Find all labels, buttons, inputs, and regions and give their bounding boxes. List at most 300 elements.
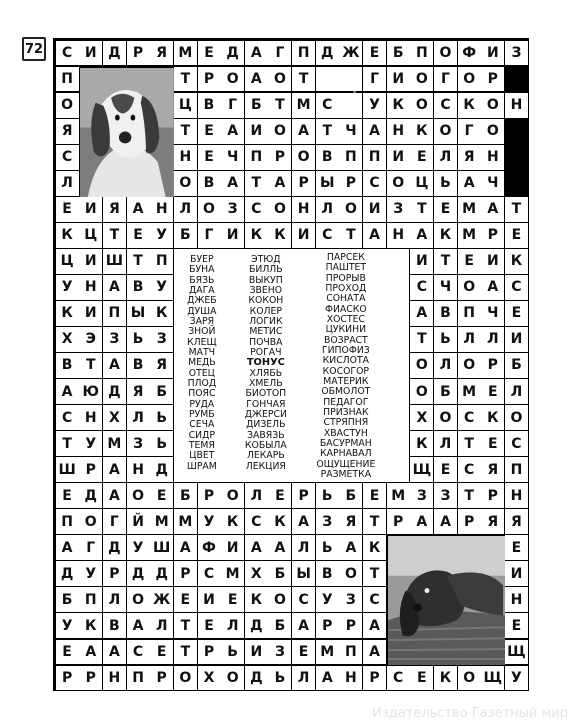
grid-cell[interactable]: К: [150, 301, 173, 326]
grid-cell[interactable]: Л: [458, 327, 481, 352]
grid-cell[interactable]: Я: [481, 509, 504, 534]
grid-cell[interactable]: И: [198, 587, 221, 612]
grid-cell[interactable]: Л: [56, 171, 79, 196]
grid-cell[interactable]: Н: [387, 223, 410, 248]
grid-cell[interactable]: Я: [150, 353, 173, 378]
grid-cell[interactable]: Е: [434, 457, 457, 482]
grid-cell[interactable]: Ч: [481, 301, 504, 326]
grid-cell[interactable]: Ч: [434, 275, 457, 300]
grid-cell[interactable]: А: [103, 457, 126, 482]
grid-cell[interactable]: О: [127, 587, 150, 612]
grid-cell[interactable]: Ь: [150, 405, 173, 430]
grid-cell[interactable]: Щ: [481, 666, 504, 691]
blank-cell[interactable]: [316, 67, 339, 92]
grid-cell[interactable]: Ш: [56, 457, 79, 482]
grid-cell[interactable]: К: [221, 509, 244, 534]
grid-cell[interactable]: И: [79, 301, 102, 326]
grid-cell[interactable]: У: [79, 561, 102, 586]
grid-cell[interactable]: А: [410, 301, 433, 326]
grid-cell[interactable]: К: [56, 301, 79, 326]
grid-cell[interactable]: Р: [79, 666, 102, 691]
grid-cell[interactable]: Г: [268, 41, 291, 66]
grid-cell[interactable]: Б: [174, 483, 197, 508]
grid-cell[interactable]: М: [150, 509, 173, 534]
grid-cell[interactable]: С: [316, 93, 339, 118]
grid-cell[interactable]: О: [221, 67, 244, 92]
grid-cell[interactable]: У: [198, 509, 221, 534]
grid-cell[interactable]: У: [127, 535, 150, 560]
grid-cell[interactable]: Т: [174, 613, 197, 638]
grid-cell[interactable]: П: [56, 509, 79, 534]
blank-cell[interactable]: [339, 93, 362, 118]
grid-cell[interactable]: А: [103, 640, 126, 665]
grid-cell[interactable]: Г: [458, 119, 481, 144]
grid-cell[interactable]: П: [458, 301, 481, 326]
grid-cell[interactable]: Ш: [103, 249, 126, 274]
grid-cell[interactable]: Я: [339, 509, 362, 534]
grid-cell[interactable]: Г: [221, 93, 244, 118]
grid-cell[interactable]: К: [79, 613, 102, 638]
grid-cell[interactable]: О: [481, 119, 504, 144]
grid-cell[interactable]: З: [127, 431, 150, 456]
grid-cell[interactable]: О: [79, 509, 102, 534]
grid-cell[interactable]: А: [434, 509, 457, 534]
grid-cell[interactable]: А: [103, 483, 126, 508]
grid-cell[interactable]: Р: [103, 561, 126, 586]
grid-cell[interactable]: О: [458, 666, 481, 691]
grid-cell[interactable]: И: [221, 535, 244, 560]
grid-cell[interactable]: Э: [79, 327, 102, 352]
grid-cell[interactable]: Ы: [127, 301, 150, 326]
grid-cell[interactable]: К: [268, 509, 291, 534]
grid-cell[interactable]: Л: [150, 613, 173, 638]
grid-cell[interactable]: Р: [458, 509, 481, 534]
grid-cell[interactable]: М: [458, 223, 481, 248]
grid-cell[interactable]: С: [434, 93, 457, 118]
grid-cell[interactable]: Р: [79, 457, 102, 482]
grid-cell[interactable]: Я: [56, 119, 79, 144]
grid-cell[interactable]: З: [410, 483, 433, 508]
grid-cell[interactable]: Е: [127, 223, 150, 248]
grid-cell[interactable]: М: [103, 431, 126, 456]
grid-cell[interactable]: О: [410, 379, 433, 404]
grid-cell[interactable]: М: [316, 640, 339, 665]
grid-cell[interactable]: Н: [505, 93, 528, 118]
grid-cell[interactable]: П: [363, 145, 386, 170]
grid-cell[interactable]: Т: [174, 119, 197, 144]
grid-cell[interactable]: М: [387, 483, 410, 508]
grid-cell[interactable]: Л: [434, 145, 457, 170]
grid-cell[interactable]: В: [127, 353, 150, 378]
grid-cell[interactable]: Р: [292, 171, 315, 196]
grid-cell[interactable]: А: [292, 509, 315, 534]
grid-cell[interactable]: Л: [292, 666, 315, 691]
grid-cell[interactable]: З: [268, 640, 291, 665]
grid-cell[interactable]: О: [198, 197, 221, 222]
grid-cell[interactable]: И: [387, 67, 410, 92]
grid-cell[interactable]: Е: [505, 301, 528, 326]
grid-cell[interactable]: Л: [481, 327, 504, 352]
grid-cell[interactable]: Ь: [127, 327, 150, 352]
grid-cell[interactable]: Н: [339, 666, 362, 691]
grid-cell[interactable]: К: [56, 223, 79, 248]
grid-cell[interactable]: Ц: [79, 223, 102, 248]
grid-cell[interactable]: Т: [245, 171, 268, 196]
grid-cell[interactable]: Д: [103, 379, 126, 404]
grid-cell[interactable]: Д: [56, 561, 79, 586]
grid-cell[interactable]: З: [316, 509, 339, 534]
grid-cell[interactable]: А: [221, 119, 244, 144]
grid-cell[interactable]: О: [268, 587, 291, 612]
grid-cell[interactable]: Р: [481, 223, 504, 248]
grid-cell[interactable]: А: [410, 509, 433, 534]
grid-cell[interactable]: Ц: [174, 93, 197, 118]
grid-cell[interactable]: П: [127, 666, 150, 691]
grid-cell[interactable]: А: [363, 223, 386, 248]
grid-cell[interactable]: А: [56, 379, 79, 404]
grid-cell[interactable]: Р: [198, 67, 221, 92]
grid-cell[interactable]: М: [292, 93, 315, 118]
grid-cell[interactable]: А: [339, 535, 362, 560]
grid-cell[interactable]: М: [458, 197, 481, 222]
grid-cell[interactable]: М: [174, 41, 197, 66]
grid-cell[interactable]: Р: [316, 613, 339, 638]
grid-cell[interactable]: Е: [174, 587, 197, 612]
grid-cell[interactable]: Г: [363, 67, 386, 92]
grid-cell[interactable]: Д: [245, 666, 268, 691]
grid-cell[interactable]: Р: [198, 483, 221, 508]
grid-cell[interactable]: Р: [363, 666, 386, 691]
grid-cell[interactable]: П: [505, 457, 528, 482]
grid-cell[interactable]: Я: [127, 379, 150, 404]
grid-cell[interactable]: Е: [505, 613, 528, 638]
grid-cell[interactable]: М: [174, 509, 197, 534]
grid-cell[interactable]: Е: [150, 640, 173, 665]
grid-cell[interactable]: У: [56, 613, 79, 638]
grid-cell[interactable]: Е: [505, 535, 528, 560]
grid-cell[interactable]: Е: [481, 431, 504, 456]
grid-cell[interactable]: Я: [481, 457, 504, 482]
grid-cell[interactable]: Д: [221, 41, 244, 66]
grid-cell[interactable]: Ц: [410, 171, 433, 196]
grid-cell[interactable]: С: [387, 666, 410, 691]
grid-cell[interactable]: У: [56, 275, 79, 300]
grid-cell[interactable]: Т: [363, 561, 386, 586]
grid-cell[interactable]: Р: [339, 613, 362, 638]
grid-cell[interactable]: Г: [198, 223, 221, 248]
grid-cell[interactable]: З: [150, 327, 173, 352]
grid-cell[interactable]: Ш: [150, 535, 173, 560]
grid-cell[interactable]: Е: [198, 119, 221, 144]
grid-cell[interactable]: Т: [292, 67, 315, 92]
grid-cell[interactable]: Л: [316, 197, 339, 222]
grid-cell[interactable]: А: [103, 353, 126, 378]
grid-cell[interactable]: Е: [458, 249, 481, 274]
grid-cell[interactable]: О: [410, 67, 433, 92]
grid-cell[interactable]: И: [387, 145, 410, 170]
grid-cell[interactable]: Б: [150, 379, 173, 404]
grid-cell[interactable]: Ц: [56, 249, 79, 274]
grid-cell[interactable]: У: [316, 587, 339, 612]
grid-cell[interactable]: Х: [198, 666, 221, 691]
grid-cell[interactable]: А: [245, 67, 268, 92]
grid-cell[interactable]: С: [316, 223, 339, 248]
grid-cell[interactable]: Л: [245, 483, 268, 508]
grid-cell[interactable]: З: [505, 41, 528, 66]
grid-cell[interactable]: И: [481, 249, 504, 274]
grid-cell[interactable]: Р: [150, 666, 173, 691]
grid-cell[interactable]: М: [221, 561, 244, 586]
grid-cell[interactable]: О: [339, 561, 362, 586]
grid-cell[interactable]: А: [481, 275, 504, 300]
grid-cell[interactable]: П: [56, 67, 79, 92]
grid-cell[interactable]: Н: [127, 457, 150, 482]
grid-cell[interactable]: В: [56, 353, 79, 378]
grid-cell[interactable]: Р: [387, 509, 410, 534]
grid-cell[interactable]: О: [481, 93, 504, 118]
grid-cell[interactable]: Р: [127, 41, 150, 66]
grid-cell[interactable]: С: [198, 561, 221, 586]
grid-cell[interactable]: К: [481, 405, 504, 430]
grid-cell[interactable]: К: [505, 249, 528, 274]
grid-cell[interactable]: Т: [316, 119, 339, 144]
grid-cell[interactable]: Л: [292, 535, 315, 560]
grid-cell[interactable]: Ж: [150, 587, 173, 612]
grid-cell[interactable]: Ь: [221, 640, 244, 665]
grid-cell[interactable]: Е: [505, 223, 528, 248]
grid-cell[interactable]: Ь: [316, 535, 339, 560]
grid-cell[interactable]: К: [458, 93, 481, 118]
grid-cell[interactable]: А: [79, 640, 102, 665]
grid-cell[interactable]: Л: [434, 431, 457, 456]
grid-cell[interactable]: С: [127, 640, 150, 665]
grid-cell[interactable]: А: [245, 41, 268, 66]
grid-cell[interactable]: Е: [363, 41, 386, 66]
grid-cell[interactable]: А: [268, 535, 291, 560]
grid-cell[interactable]: В: [316, 145, 339, 170]
grid-cell[interactable]: И: [79, 197, 102, 222]
grid-cell[interactable]: Т: [79, 353, 102, 378]
grid-cell[interactable]: О: [221, 483, 244, 508]
grid-cell[interactable]: З: [339, 587, 362, 612]
grid-cell[interactable]: И: [505, 327, 528, 352]
grid-cell[interactable]: Р: [481, 67, 504, 92]
grid-cell[interactable]: Р: [339, 171, 362, 196]
grid-cell[interactable]: Х: [56, 327, 79, 352]
grid-cell[interactable]: Б: [268, 561, 291, 586]
grid-cell[interactable]: Е: [56, 640, 79, 665]
grid-cell[interactable]: Щ: [410, 457, 433, 482]
grid-cell[interactable]: Б: [56, 587, 79, 612]
grid-cell[interactable]: Ч: [481, 171, 504, 196]
grid-cell[interactable]: Л: [505, 379, 528, 404]
grid-cell[interactable]: Р: [481, 353, 504, 378]
grid-cell[interactable]: О: [268, 67, 291, 92]
grid-cell[interactable]: И: [79, 41, 102, 66]
grid-cell[interactable]: О: [268, 197, 291, 222]
grid-cell[interactable]: Ь: [434, 171, 457, 196]
grid-cell[interactable]: Е: [410, 666, 433, 691]
grid-cell[interactable]: Д: [103, 41, 126, 66]
grid-cell[interactable]: Д: [150, 457, 173, 482]
grid-cell[interactable]: Е: [410, 145, 433, 170]
grid-cell[interactable]: О: [56, 93, 79, 118]
grid-cell[interactable]: Т: [458, 483, 481, 508]
grid-cell[interactable]: Р: [56, 666, 79, 691]
grid-cell[interactable]: С: [245, 197, 268, 222]
grid-cell[interactable]: Н: [150, 197, 173, 222]
grid-cell[interactable]: Я: [103, 197, 126, 222]
grid-cell[interactable]: Л: [127, 405, 150, 430]
grid-cell[interactable]: Т: [410, 197, 433, 222]
grid-cell[interactable]: Л: [103, 587, 126, 612]
grid-cell[interactable]: О: [458, 275, 481, 300]
grid-cell[interactable]: У: [150, 223, 173, 248]
grid-cell[interactable]: О: [339, 197, 362, 222]
grid-cell[interactable]: О: [458, 67, 481, 92]
grid-cell[interactable]: И: [221, 223, 244, 248]
grid-cell[interactable]: В: [127, 275, 150, 300]
grid-cell[interactable]: Е: [198, 613, 221, 638]
grid-cell[interactable]: З: [221, 197, 244, 222]
grid-cell[interactable]: И: [505, 561, 528, 586]
grid-cell[interactable]: Ф: [458, 41, 481, 66]
grid-cell[interactable]: Б: [434, 379, 457, 404]
grid-cell[interactable]: Б: [339, 483, 362, 508]
grid-cell[interactable]: П: [150, 249, 173, 274]
grid-cell[interactable]: Б: [174, 223, 197, 248]
grid-cell[interactable]: А: [127, 197, 150, 222]
grid-cell[interactable]: О: [434, 405, 457, 430]
grid-cell[interactable]: О: [410, 93, 433, 118]
grid-cell[interactable]: П: [79, 587, 102, 612]
grid-cell[interactable]: П: [103, 301, 126, 326]
grid-cell[interactable]: Е: [150, 483, 173, 508]
grid-cell[interactable]: У: [79, 431, 102, 456]
grid-cell[interactable]: А: [363, 640, 386, 665]
grid-cell[interactable]: Ы: [292, 561, 315, 586]
grid-cell[interactable]: К: [268, 223, 291, 248]
grid-cell[interactable]: О: [434, 41, 457, 66]
grid-cell[interactable]: Р: [292, 483, 315, 508]
grid-cell[interactable]: Ь: [150, 431, 173, 456]
grid-cell[interactable]: К: [434, 223, 457, 248]
grid-cell[interactable]: Ь: [316, 483, 339, 508]
grid-cell[interactable]: Т: [127, 249, 150, 274]
grid-cell[interactable]: И: [79, 249, 102, 274]
grid-cell[interactable]: Б: [387, 41, 410, 66]
grid-cell[interactable]: Й: [127, 509, 150, 534]
grid-cell[interactable]: А: [316, 666, 339, 691]
grid-cell[interactable]: С: [56, 405, 79, 430]
grid-cell[interactable]: А: [458, 171, 481, 196]
grid-cell[interactable]: А: [245, 535, 268, 560]
grid-cell[interactable]: Ж: [339, 41, 362, 66]
grid-cell[interactable]: В: [198, 171, 221, 196]
grid-cell[interactable]: К: [410, 119, 433, 144]
grid-cell[interactable]: И: [363, 197, 386, 222]
grid-cell[interactable]: Ь: [434, 327, 457, 352]
grid-cell[interactable]: У: [150, 275, 173, 300]
grid-cell[interactable]: Д: [150, 561, 173, 586]
grid-cell[interactable]: С: [56, 41, 79, 66]
grid-cell[interactable]: О: [458, 353, 481, 378]
grid-cell[interactable]: П: [410, 41, 433, 66]
grid-cell[interactable]: О: [221, 666, 244, 691]
grid-cell[interactable]: А: [56, 535, 79, 560]
grid-cell[interactable]: Т: [458, 431, 481, 456]
grid-cell[interactable]: Н: [174, 145, 197, 170]
grid-cell[interactable]: Д: [127, 561, 150, 586]
grid-cell[interactable]: Б: [505, 353, 528, 378]
grid-cell[interactable]: С: [56, 145, 79, 170]
grid-cell[interactable]: Я: [150, 41, 173, 66]
grid-cell[interactable]: А: [363, 613, 386, 638]
grid-cell[interactable]: О: [268, 119, 291, 144]
grid-cell[interactable]: С: [458, 405, 481, 430]
grid-cell[interactable]: Н: [505, 483, 528, 508]
grid-cell[interactable]: Н: [103, 666, 126, 691]
grid-cell[interactable]: М: [458, 379, 481, 404]
grid-cell[interactable]: Р: [481, 483, 504, 508]
grid-cell[interactable]: С: [505, 431, 528, 456]
grid-cell[interactable]: Ф: [198, 535, 221, 560]
grid-cell[interactable]: Н: [387, 119, 410, 144]
grid-cell[interactable]: В: [198, 93, 221, 118]
grid-cell[interactable]: Е: [221, 587, 244, 612]
grid-cell[interactable]: П: [245, 145, 268, 170]
grid-cell[interactable]: Е: [198, 145, 221, 170]
grid-cell[interactable]: А: [481, 197, 504, 222]
grid-cell[interactable]: Г: [434, 67, 457, 92]
grid-cell[interactable]: Я: [505, 509, 528, 534]
grid-cell[interactable]: И: [245, 119, 268, 144]
grid-cell[interactable]: Х: [245, 561, 268, 586]
grid-cell[interactable]: Т: [505, 197, 528, 222]
grid-cell[interactable]: С: [292, 587, 315, 612]
grid-cell[interactable]: Ч: [221, 145, 244, 170]
grid-cell[interactable]: О: [505, 405, 528, 430]
grid-cell[interactable]: З: [434, 483, 457, 508]
grid-cell[interactable]: Щ: [505, 640, 528, 665]
grid-cell[interactable]: Т: [434, 249, 457, 274]
grid-cell[interactable]: Г: [79, 535, 102, 560]
grid-cell[interactable]: О: [174, 171, 197, 196]
grid-cell[interactable]: К: [434, 666, 457, 691]
grid-cell[interactable]: В: [434, 301, 457, 326]
grid-cell[interactable]: П: [292, 41, 315, 66]
grid-cell[interactable]: Е: [292, 640, 315, 665]
grid-cell[interactable]: А: [363, 119, 386, 144]
blank-cell[interactable]: [339, 67, 362, 92]
grid-cell[interactable]: Т: [363, 509, 386, 534]
grid-cell[interactable]: Ь: [268, 666, 291, 691]
grid-cell[interactable]: К: [410, 431, 433, 456]
grid-cell[interactable]: Т: [339, 223, 362, 248]
grid-cell[interactable]: С: [458, 457, 481, 482]
grid-cell[interactable]: К: [363, 535, 386, 560]
grid-cell[interactable]: Т: [103, 223, 126, 248]
grid-cell[interactable]: И: [292, 223, 315, 248]
grid-cell[interactable]: Е: [481, 379, 504, 404]
grid-cell[interactable]: П: [339, 145, 362, 170]
grid-cell[interactable]: О: [387, 171, 410, 196]
grid-cell[interactable]: Д: [103, 535, 126, 560]
grid-cell[interactable]: Е: [363, 483, 386, 508]
grid-cell[interactable]: Л: [174, 197, 197, 222]
grid-cell[interactable]: О: [434, 119, 457, 144]
grid-cell[interactable]: З: [387, 197, 410, 222]
